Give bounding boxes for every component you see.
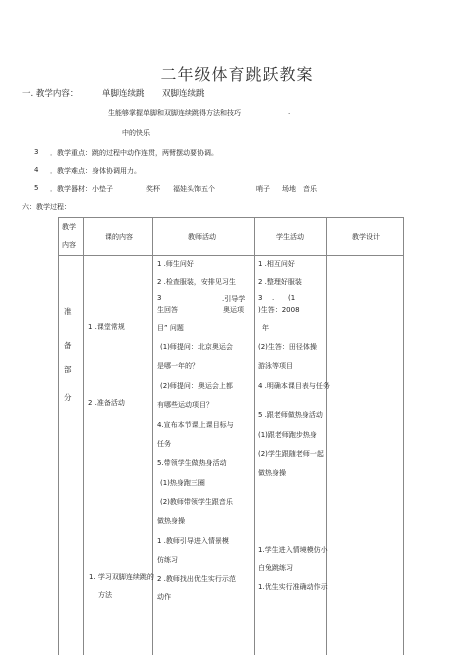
header-stage-b: 内容 — [62, 241, 76, 249]
objective-line-2: 生能够掌握单脚和双脚连续跳得方法和技巧 — [108, 109, 241, 117]
page-title: 二年级体育跳跃教案 — [160, 65, 314, 84]
objective-line-2-tail: . — [288, 108, 291, 116]
student-line: 1.学生进入情境模仿小 — [258, 546, 328, 554]
student-line: (2)生答：田径体操 — [258, 343, 317, 351]
teacher-line: (1)师提问：北京奥运会 — [160, 343, 233, 351]
equipment-item: 奖杯 — [146, 185, 160, 193]
header-student: 学生活动 — [276, 233, 304, 241]
teacher-line: 1 .教师引导进入情景模 — [157, 537, 229, 545]
header-design: 教学设计 — [352, 233, 380, 241]
equipment-item: 音乐 — [303, 185, 317, 193]
objective-line-3: 中的快乐 — [122, 129, 150, 137]
student-line: (2)学生跟随老师一起 — [258, 450, 324, 458]
student-line: 游泳等项目 — [258, 362, 293, 370]
objective-label: 一. 教学内容： — [22, 89, 79, 99]
header-teacher: 教师活动 — [188, 233, 216, 241]
teacher-line: 动作 — [157, 593, 171, 601]
header-stage-a: 教学 — [62, 223, 76, 231]
student-line: 1 .相互问好 — [258, 260, 295, 268]
teacher-line: 3 — [157, 294, 162, 302]
difficulty-text: ．教学难点：身体协调用力。 — [50, 167, 141, 175]
teacher-line: 仿练习 — [157, 556, 178, 564]
teacher-line: 生回答 — [157, 306, 178, 314]
student-line: 年 — [262, 324, 269, 332]
stage-char: 分 — [64, 393, 72, 402]
lesson-item: 1. 学习双脚连续跳的 — [89, 573, 154, 581]
teacher-line: 任务 — [157, 440, 171, 448]
key-point-text: ．教学重点：跳的过程中动作连贯，两臂摆动要协调。 — [50, 149, 218, 157]
stage-char: 备 — [64, 341, 72, 350]
equipment-text: ．教学器材：小垫子 — [50, 185, 113, 193]
teacher-line: 奥运项 — [223, 306, 244, 314]
teacher-line: 目” 问题 — [157, 324, 184, 332]
stage-char: 部 — [64, 365, 72, 374]
teacher-line: 2 .教师找出优生实行示范 — [157, 575, 236, 583]
teacher-line: 1 .师生问好 — [157, 260, 194, 268]
objective-content: 单脚连续跳 — [102, 89, 145, 99]
student-line: 5 .跟老师做热身活动 — [258, 411, 323, 419]
teacher-line: (1)热身跑三圈 — [160, 479, 205, 487]
difficulty-number: 4 — [34, 166, 39, 174]
lesson-item: 1 .课堂常规 — [88, 323, 125, 331]
process-label: 六：教学过程： — [22, 203, 71, 211]
student-line: 白兔跳练习 — [258, 564, 293, 572]
student-line: 3 — [258, 294, 263, 302]
teacher-line: 2 .检查服装，安排见习生 — [157, 278, 236, 286]
student-line: 2 .整理好服装 — [258, 278, 302, 286]
equipment-item: 福娃头饰五个 — [173, 185, 215, 193]
student-line: (1)跟老师跑步热身 — [258, 431, 317, 439]
student-line: )生答：2008 — [258, 306, 300, 314]
objective-content-2: 双脚连续跳 — [162, 89, 205, 99]
student-line: 4 .明确本课目表与任务 — [258, 382, 330, 390]
teacher-line: 有哪些运动项目？ — [157, 401, 213, 409]
teacher-line: 做热身操 — [157, 517, 185, 525]
teacher-line: (2)师提问：奥运会上都 — [160, 382, 233, 390]
student-line: . — [272, 294, 275, 302]
teacher-line: 是哪一年的？ — [157, 362, 199, 370]
stage-char: 准 — [64, 307, 72, 316]
lesson-item: 2 .准备活动 — [88, 399, 125, 407]
teacher-line: 4.宣布本节课上课目标与 — [157, 421, 234, 429]
header-lesson: 课的内容 — [105, 233, 133, 241]
teacher-line: .引导学 — [222, 295, 246, 303]
teacher-line: 5.带领学生做热身活动 — [157, 459, 227, 467]
equipment-item: 场地 — [282, 185, 296, 193]
teacher-line: (2)教师带领学生跟音乐 — [160, 498, 233, 506]
key-point-number: 3 — [34, 148, 39, 156]
lesson-item: 方法 — [98, 591, 112, 599]
student-line: 做热身操 — [258, 469, 286, 477]
student-line: 1.优生实行准确动作示 — [258, 583, 328, 591]
equipment-number: 5 — [34, 184, 39, 192]
equipment-item: 哨子 — [256, 185, 270, 193]
student-line: (1 — [288, 294, 296, 302]
